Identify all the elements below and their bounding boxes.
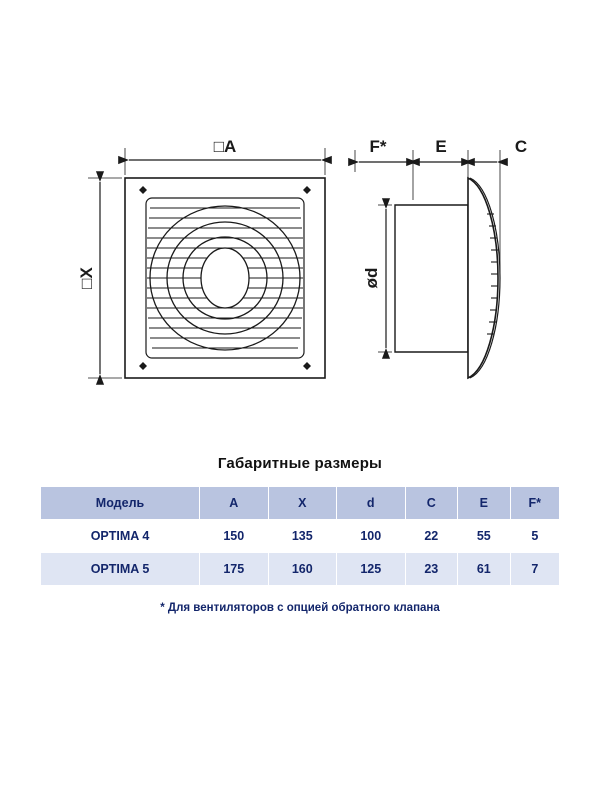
cell-c: 22 [405, 520, 458, 553]
label-e: E [435, 137, 447, 156]
cell-e: 55 [458, 520, 511, 553]
label-c: C [514, 137, 528, 156]
header-d: d [337, 487, 406, 520]
table-footnote: * Для вентиляторов с опцией обратного клапана [160, 602, 440, 614]
cell-model: OPTIMA 5 [41, 553, 200, 586]
cell-c: 23 [405, 553, 458, 586]
header-c: C [405, 487, 458, 520]
front-view [77, 137, 325, 378]
cell-x: 135 [268, 520, 337, 553]
label-a: □A [213, 137, 237, 156]
table-header-row [41, 487, 560, 520]
header-x: X [268, 487, 337, 520]
side-view [355, 137, 527, 378]
header-a: A [200, 487, 269, 520]
header-e: E [458, 487, 511, 520]
dimensions-section [0, 455, 600, 614]
label-d: ød [362, 267, 381, 289]
cell-f: 7 [510, 553, 559, 586]
dimensions-table [40, 486, 560, 586]
label-f: F* [369, 137, 387, 156]
table-row [41, 520, 560, 553]
header-f: F* [510, 487, 559, 520]
cell-a: 150 [200, 520, 269, 553]
cell-f: 5 [510, 520, 559, 553]
cell-e: 61 [458, 553, 511, 586]
cell-model: OPTIMA 4 [41, 520, 200, 553]
cell-d: 125 [337, 553, 406, 586]
cell-d: 100 [337, 520, 406, 553]
cell-a: 175 [200, 553, 269, 586]
header-model: Модель [41, 487, 200, 520]
table-row [41, 553, 560, 586]
table-title: Габаритные размеры [217, 455, 383, 472]
cell-x: 160 [268, 553, 337, 586]
label-x: □X [77, 267, 96, 289]
